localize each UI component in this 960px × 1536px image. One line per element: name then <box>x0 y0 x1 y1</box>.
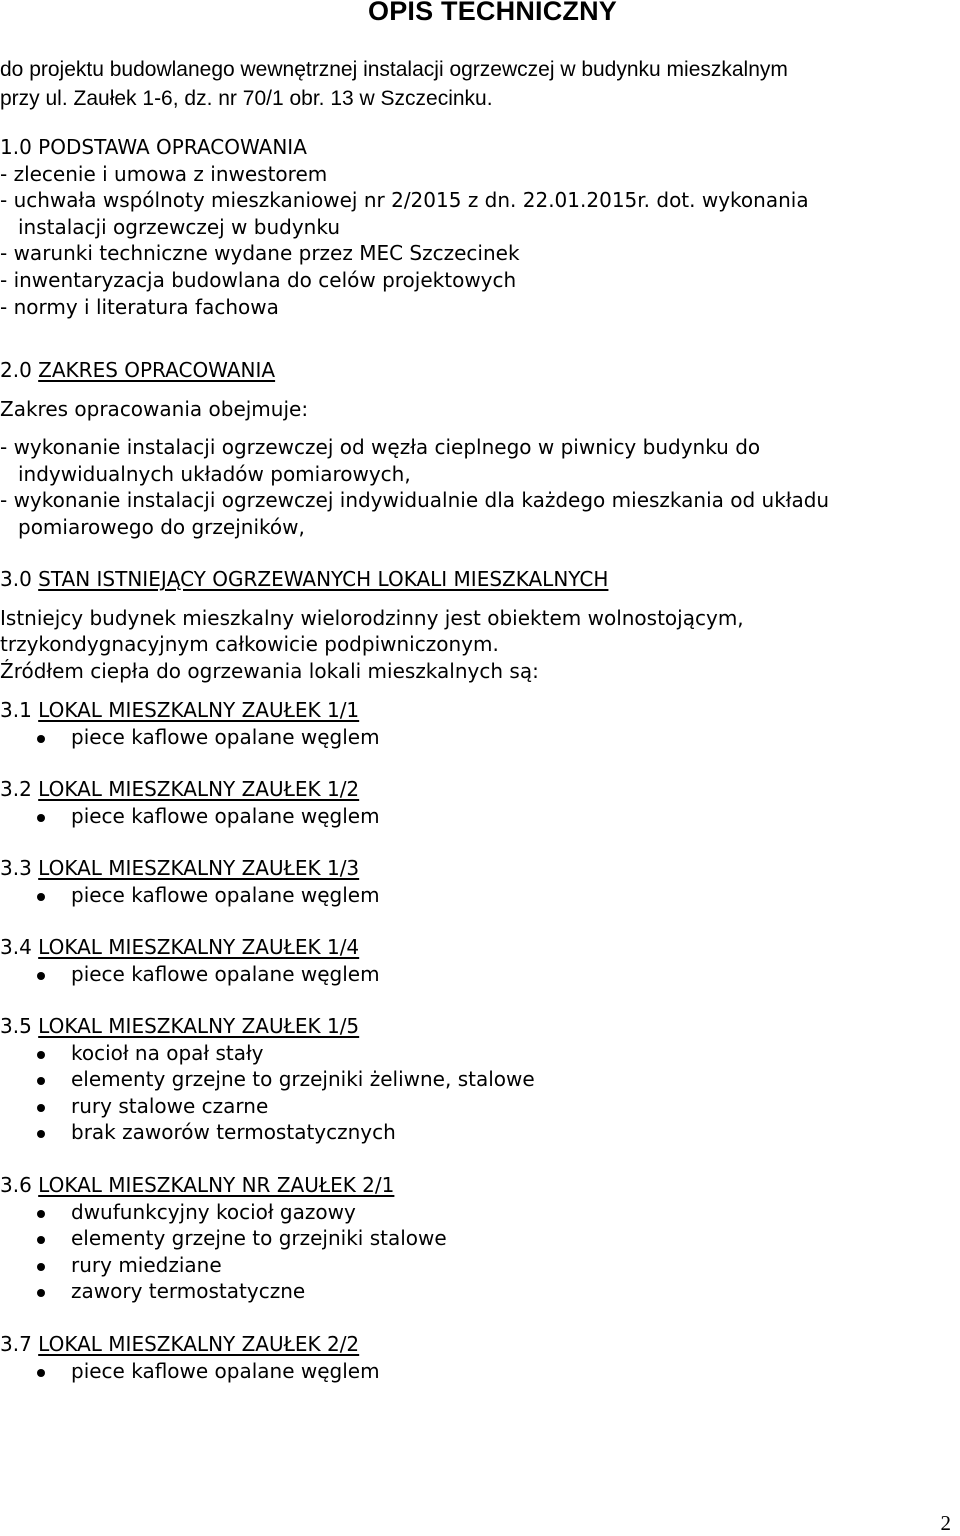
bullet-icon <box>37 1104 45 1112</box>
bullet-icon <box>37 893 45 901</box>
list-item-text: rury miedziane <box>71 1252 222 1277</box>
bullet-icon <box>37 1051 45 1059</box>
list-item-continuation: indywidualnych układów pomiarowych, <box>18 461 411 486</box>
subsection-number: 3.2 <box>0 777 32 801</box>
section-heading <box>0 134 955 161</box>
list-item <box>0 961 955 988</box>
list-item <box>0 1358 955 1385</box>
list-item <box>0 1093 955 1120</box>
list-item: - inwentaryzacja budowlana do celów projektowych <box>0 267 517 292</box>
list-item <box>0 1199 955 1226</box>
section-existing-state <box>0 566 955 684</box>
document-title: OPIS TECHNICZNY <box>368 0 618 26</box>
bullet-icon <box>37 1289 45 1297</box>
bullet-icon <box>37 735 45 743</box>
list-item: - normy i literatura fachowa <box>0 294 279 319</box>
list-item-text: zawory termostatyczne <box>71 1279 306 1304</box>
list-item-text: rury stalowe czarne <box>71 1093 269 1118</box>
list-item: - uchwała wspólnoty mieszkaniowej nr 2/2015 z dn. 22.01.2015r. dot. wykonania <box>0 188 809 213</box>
subsection-title: LOKAL MIESZKALNY ZAUŁEK 1/2 <box>38 777 360 801</box>
list-item-text: piece kaflowe opalane węglem <box>71 961 380 986</box>
section-title: STAN ISTNIEJĄCY OGRZEWANYCH LOKALI MIESZKALNYCH <box>38 567 609 591</box>
section-scope <box>0 357 955 541</box>
subsection-title: LOKAL MIESZKALNY NR ZAUŁEK 2/1 <box>38 1173 395 1197</box>
list-item: - zlecenie i umowa z inwestorem <box>0 161 328 186</box>
list-item-text: brak zaworów termostatycznych <box>71 1120 396 1145</box>
paragraph-line: Źródłem ciepła do ogrzewania lokali mieszkalnych są: <box>0 658 539 683</box>
list-item-text: elementy grzejne to grzejniki żeliwne, stalowe <box>71 1067 535 1092</box>
section-title: ZAKRES OPRACOWANIA <box>38 358 276 382</box>
section-heading <box>0 357 955 384</box>
list-item-text: piece kaflowe opalane węglem <box>71 882 380 907</box>
subsection-lokal-2-1 <box>0 1172 955 1305</box>
subsection-lokal-1-2 <box>0 776 955 829</box>
list-item-text: dwufunkcyjny kocioł gazowy <box>71 1199 356 1224</box>
subsection-title: LOKAL MIESZKALNY ZAUŁEK 1/4 <box>38 935 360 959</box>
subsection-title: LOKAL MIESZKALNY ZAUŁEK 1/5 <box>38 1014 360 1038</box>
section-title: PODSTAWA OPRACOWANIA <box>38 135 307 159</box>
list-item <box>0 1252 955 1279</box>
list-item-text: piece kaflowe opalane węglem <box>71 1358 380 1383</box>
subsection-title: LOKAL MIESZKALNY ZAUŁEK 2/2 <box>38 1332 360 1356</box>
list-item <box>0 882 955 909</box>
subsection-number: 3.3 <box>0 856 32 880</box>
bullet-icon <box>37 1130 45 1138</box>
subsection-title: LOKAL MIESZKALNY ZAUŁEK 1/1 <box>38 698 360 722</box>
bullet-icon <box>37 814 45 822</box>
bullet-list <box>0 1358 955 1385</box>
subsection-number: 3.5 <box>0 1014 32 1038</box>
bullet-icon <box>37 1236 45 1244</box>
list-item: - wykonanie instalacji ogrzewczej od węzła cieplnego w piwnicy budynku do <box>0 435 761 460</box>
subsection-lokal-1-4 <box>0 934 955 987</box>
subsection-heading <box>0 1172 955 1199</box>
list-item-text: kocioł na opał stały <box>71 1040 264 1065</box>
section-number: 3.0 <box>0 567 32 591</box>
section-number: 2.0 <box>0 358 32 382</box>
subsection-number: 3.1 <box>0 698 32 722</box>
subsection-lokal-1-3 <box>0 855 955 908</box>
subsection-heading <box>0 1013 955 1040</box>
list-item-continuation: instalacji ogrzewczej w budynku <box>18 214 340 239</box>
bullet-list <box>0 803 955 830</box>
subsection-lokal-2-2 <box>0 1331 955 1384</box>
section-basis <box>0 134 955 320</box>
list-item <box>0 803 955 830</box>
subsection-heading <box>0 855 955 882</box>
intro-paragraph <box>0 55 955 113</box>
subsection-number: 3.4 <box>0 935 32 959</box>
list-item <box>0 1278 955 1305</box>
subsection-heading <box>0 1331 955 1358</box>
bullet-icon <box>37 1369 45 1377</box>
bullet-icon <box>37 1077 45 1085</box>
bullet-list <box>0 882 955 909</box>
list-item-continuation: pomiarowego do grzejników, <box>18 514 305 539</box>
page-number: 2 <box>940 1511 951 1535</box>
subsection-heading <box>0 776 955 803</box>
list-item: - wykonanie instalacji ogrzewczej indywidualnie dla każdego mieszkania od układu <box>0 488 830 513</box>
subsection-lokal-1-1 <box>0 697 955 750</box>
list-item-text: elementy grzejne to grzejniki stalowe <box>71 1226 447 1251</box>
bullet-icon <box>37 972 45 980</box>
paragraph-line: Istniejcy budynek mieszkalny wielorodzinny jest obiektem wolnostojącym, <box>0 605 744 630</box>
intro-line: przy ul. Zaułek 1-6, dz. nr 70/1 obr. 13 w Szczecinku. <box>0 87 493 110</box>
list-item-text: piece kaflowe opalane węglem <box>71 724 380 749</box>
list-item <box>0 724 955 751</box>
list-item-text: piece kaflowe opalane węglem <box>71 803 380 828</box>
bullet-list <box>0 724 955 751</box>
section-number: 1.0 <box>0 135 32 159</box>
list-item: - warunki techniczne wydane przez MEC Szczecinek <box>0 241 520 266</box>
section-heading <box>0 566 955 593</box>
list-item <box>0 1225 955 1252</box>
list-item <box>0 1119 955 1146</box>
bullet-icon <box>37 1263 45 1271</box>
intro-line: do projektu budowlanego wewnętrznej instalacji ogrzewczej w budynku mieszkalnym <box>0 58 788 81</box>
bullet-list <box>0 961 955 988</box>
bullet-list <box>0 1199 955 1305</box>
subsection-heading <box>0 697 955 724</box>
subsection-heading <box>0 934 955 961</box>
section-lead: Zakres opracowania obejmuje: <box>0 396 309 421</box>
subsection-number: 3.6 <box>0 1173 32 1197</box>
subsection-number: 3.7 <box>0 1332 32 1356</box>
list-item <box>0 1066 955 1093</box>
paragraph-line: trzykondygnacyjnym całkowicie podpiwniczonym. <box>0 632 499 657</box>
bullet-list <box>0 1040 955 1146</box>
subsection-title: LOKAL MIESZKALNY ZAUŁEK 1/3 <box>38 856 360 880</box>
subsection-lokal-1-5 <box>0 1013 955 1146</box>
bullet-icon <box>37 1210 45 1218</box>
list-item <box>0 1040 955 1067</box>
